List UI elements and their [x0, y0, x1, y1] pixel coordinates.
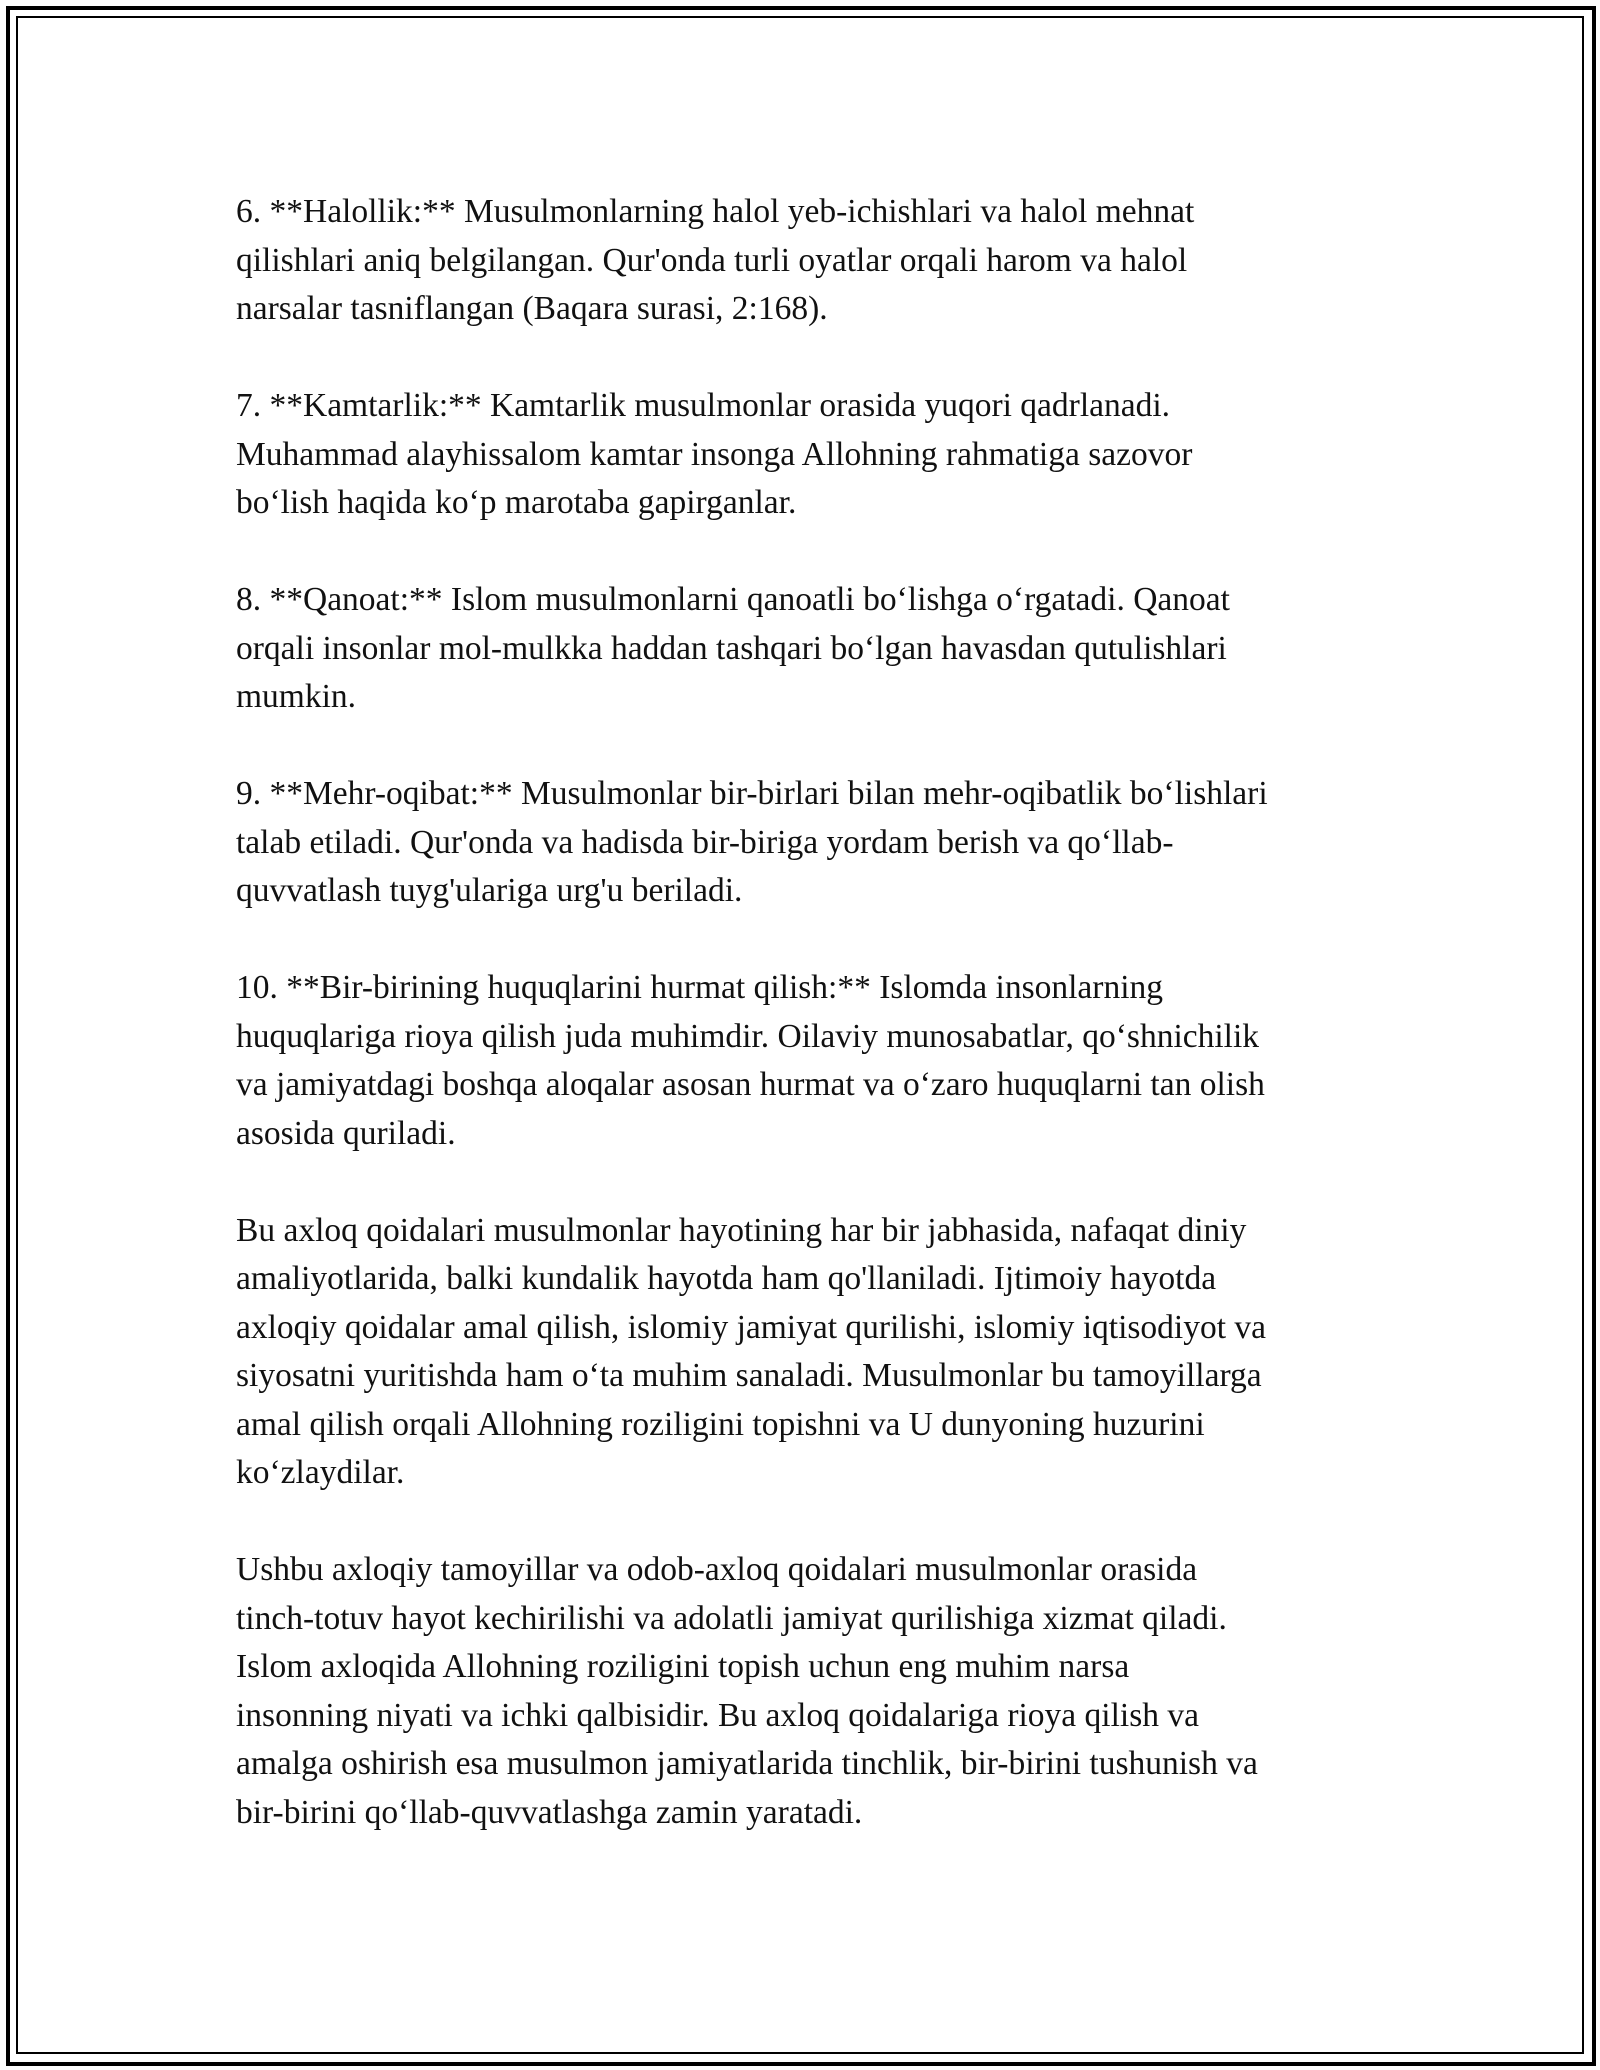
document-body: [236, 188, 1386, 1886]
paragraph-mehr-oqibat: 9. **Mehr-oqibat:** Musulmonlar bir-birlari bilan mehr-oqibatlik bo‘lishlari talab etiladi. Qur'onda va hadisda bir-biriga yordam berish va qo‘llab- quvvatlash tuyg'ulariga urg'u beriladi.: [236, 775, 1268, 909]
paragraph-qanoat: 8. **Qanoat:** Islom musulmonlarni qanoatli bo‘lishga o‘rgatadi. Qanoat orqali insonlar mol-mulkka haddan tashqari bo‘lgan havasdan qutulishlari mumkin.: [236, 581, 1230, 715]
paragraph-kamtarlik: 7. **Kamtarlik:** Kamtarlik musulmonlar orasida yuqori qadrlanadi. Muhammad alayhissalom kamtar insonga Allohning rahmatiga sazovor bo‘lish haqida ko‘p marotaba gapirganlar.: [236, 387, 1193, 521]
paragraph-xulosa: Ushbu axloqiy tamoyillar va odob-axloq qoidalari musulmonlar orasida tinch-totuv hayot kechirilishi va adolatli jamiyat qurilishiga xizmat qiladi. Islom axloqida Allohning roziligini topish uchun eng muhim narsa insonning niyati va ichki qalbisidir. Bu axloq qoidalariga rioya qilish va amalga oshirish esa musulmon jamiyatlarida tinchlik, bir-birini tushunish va bir-birini qo‘llab-quvvatlashga zamin yaratadi.: [236, 1551, 1258, 1831]
paragraph-huquqlar: 10. **Bir-birining huquqlarini hurmat qilish:** Islomda insonlarning huquqlariga rioya qilish juda muhimdir. Oilaviy munosabatlar, qo‘shnichilik va jamiyatdagi boshqa aloqalar asosan hurmat va o‘zaro huquqlarni tan olish asosida quriladi.: [236, 969, 1265, 1152]
paragraph-halollik: 6. **Halollik:** Musulmonlarning halol yeb-ichishlari va halol mehnat qilishlari aniq belgilangan. Qur'onda turli oyatlar orqali harom va halol narsalar tasniflangan (Baqara surasi, 2:168).: [236, 193, 1195, 327]
paragraph-axloq-qoidalari: Bu axloq qoidalari musulmonlar hayotining har bir jabhasida, nafaqat diniy amaliyotlarida, balki kundalik hayotda ham qo'llaniladi. Ijtimoiy hayotda axloqiy qoidalar amal qilish, islomiy jamiyat qurilishi, islomiy iqtisodiyot va siyosatni yuritishda ham o‘ta muhim sanaladi. Musulmonlar bu tamoyillarga amal qilish orqali Allohning roziligini topishni va U dunyoning huzurini ko‘zlaydilar.: [236, 1211, 1267, 1491]
